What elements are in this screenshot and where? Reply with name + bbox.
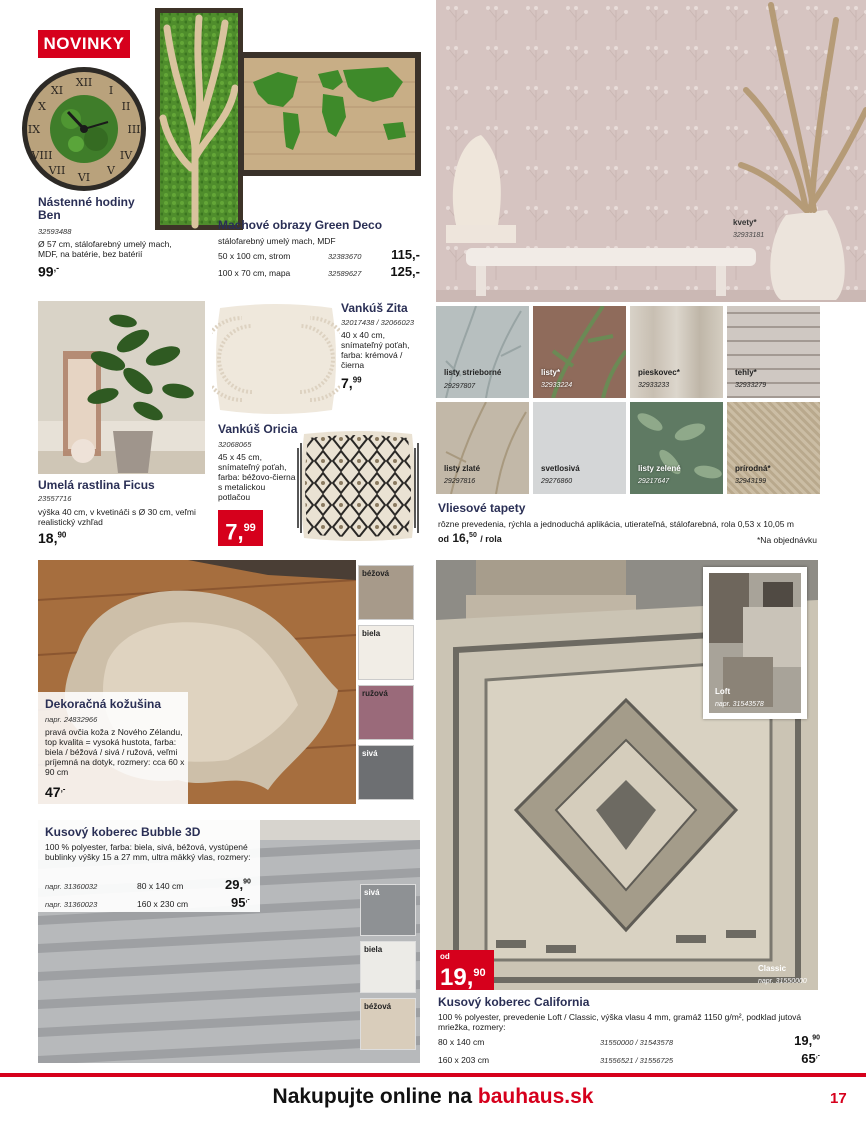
ficus-desc: výška 40 cm, v kvetináči s Ø 30 cm, veľmi realistický vzhľad (38, 507, 196, 527)
wallpaper-hero-code: 32933181 (733, 232, 765, 239)
vlies-note: *Na objednávku (757, 535, 818, 545)
moss-row-size: 100 x 70 cm, mapa (218, 268, 291, 278)
page-number: 17 (830, 1090, 847, 1107)
wallpaper-tile-label: listy* (541, 368, 561, 377)
wallpaper-tile (727, 402, 820, 494)
wallpaper-tile-label: pieskovec* (638, 368, 680, 377)
wallpaper-tile (436, 402, 529, 494)
moss-row-price: 125,- (390, 264, 420, 279)
wallpaper-tile-code: 32933233 (638, 382, 670, 389)
svg-text:I: I (108, 84, 114, 97)
wallpaper-tile-code: 29276860 (541, 478, 573, 485)
wallpaper-tile-label: listy zlaté (444, 464, 481, 473)
california-row-2 (438, 1053, 820, 1067)
svg-text:X: X (38, 100, 46, 113)
california-row-price: 65,- (801, 1051, 820, 1066)
clock-desc: Ø 57 cm, stálofarebný umelý mach, MDF, na batérie, bez batérií (38, 239, 172, 259)
oricia-code: 32068065 (218, 440, 252, 449)
bubble-swatch-label: sivá (364, 888, 380, 897)
wallpaper-tile-code: 29297816 (444, 478, 476, 485)
new-badge: NOVINKY (38, 30, 130, 58)
bubble-row-code: napr. 31360023 (45, 900, 98, 909)
bubble-row-size: 80 x 140 cm (137, 881, 184, 891)
wallpaper-tile-label: svetlosivá (541, 464, 580, 473)
bubble-swatch (360, 998, 416, 1050)
wallpaper-tile-code: 32933279 (735, 382, 767, 389)
vlies-title: Vliesové tapety (438, 501, 526, 515)
wallpaper-tile-label: listy zelené (638, 464, 681, 473)
wallpaper-tile (630, 306, 723, 398)
moss-row-price: 115,- (391, 247, 420, 262)
wallpaper-tile-code: 32933224 (541, 382, 573, 389)
moss-row-code: 32589627 (328, 269, 362, 278)
bubble-row-code: napr. 31360032 (45, 882, 98, 891)
ficus-code: 23557716 (38, 494, 72, 503)
loft-rug-image (703, 567, 807, 719)
svg-text:XI: XI (50, 84, 64, 97)
california-row-size: 160 x 203 cm (438, 1055, 490, 1065)
clock-price: 99,- (38, 263, 60, 280)
footer-link[interactable]: bauhaus.sk (477, 1085, 594, 1108)
bubble-title: Kusový koberec Bubble 3D (45, 825, 201, 839)
california-row-code: 31550000 / 31543578 (600, 1038, 673, 1047)
clock-title: Nástenné hodiny Ben (38, 195, 135, 222)
moss-desc: stálofarebný umelý mach, MDF (218, 236, 336, 246)
svg-text:VI: VI (77, 171, 91, 184)
svg-text:VII: VII (48, 164, 66, 177)
fur-code: napr. 24832966 (45, 715, 98, 724)
fur-swatches (358, 565, 414, 801)
california-desc: 100 % polyester, prevedenie Loft / Classic, výška vlasu 4 mm, gramáž 1150 g/m², podklad jutová mriežka, rozmery: (438, 1012, 802, 1032)
wallpaper-tile-label: prírodná* (735, 464, 771, 473)
wallpaper-hero-label: kvety* (733, 218, 757, 227)
oricia-desc: 45 x 45 cm, snímateľný poťah, farba: béžovo-čierna s metalickou potlačou (218, 452, 296, 502)
california-title: Kusový koberec California (438, 995, 590, 1009)
zita-desc: 40 x 40 cm, snímateľný poťah, farba: krémová / čierna (341, 330, 410, 370)
fur-title: Dekoračná kožušina (45, 697, 162, 711)
bubble-row-price: 29,90 (225, 877, 251, 892)
vlies-price: od 16,50 / rola (438, 531, 502, 545)
moss-row-1 (218, 249, 420, 263)
svg-text:IV: IV (119, 149, 133, 162)
wallpaper-tile (727, 306, 820, 398)
bubble-swatch (360, 884, 416, 936)
vlies-desc: rôzne prevedenia, rýchla a jednoduchá aplikácia, utierateľná, stálofarebná, rola 0,53 x 10,05 m (438, 519, 794, 529)
svg-text:II: II (121, 100, 131, 113)
california-row-size: 80 x 140 cm (438, 1037, 485, 1047)
moss-row-size: 50 x 100 cm, strom (218, 251, 291, 261)
wallpaper-tile (533, 402, 626, 494)
oricia-title: Vankúš Oricia (218, 422, 298, 436)
zita-pillow-image (212, 300, 340, 418)
svg-text:XII: XII (75, 76, 93, 89)
loft-label: Loft (715, 687, 731, 696)
wallpaper-tile-code: 29297807 (444, 383, 476, 390)
footer-cta (0, 1085, 866, 1109)
bubble-swatch-label: béžová (364, 1002, 392, 1011)
moss-row-2 (218, 266, 420, 280)
wallpaper-tile (630, 402, 723, 494)
loft-code: napr. 31543578 (715, 701, 764, 708)
bubble-swatch (360, 941, 416, 993)
moss-map-image (238, 52, 421, 176)
bubble-swatches (360, 884, 416, 1054)
moss-tree-image (155, 8, 243, 230)
fur-price: 47,- (45, 784, 66, 800)
moss-row-code: 32383670 (328, 252, 362, 261)
bubble-row-price: 95,- (231, 895, 250, 910)
zita-code: 32017438 / 32066023 (341, 318, 414, 327)
bubble-desc: 100 % polyester, farba: biela, sivá, béžová, vystúpené bublinky výšky 15 a 27 mm, ultra mäkký vlas, rozmery: (45, 842, 251, 862)
bubble-swatch-label: biela (364, 945, 383, 954)
wallpaper-tile-label: tehly* (735, 368, 757, 377)
clock-image (16, 64, 152, 194)
footer-text: Nakupujte online na (272, 1085, 473, 1108)
svg-text:III: III (127, 123, 141, 136)
oricia-pillow-image (296, 428, 420, 544)
svg-text:VIII: VIII (31, 149, 53, 162)
wallpaper-tile-code: 32943199 (735, 478, 767, 485)
clock-code: 32593488 (38, 227, 72, 236)
bubble-row-1 (45, 879, 255, 893)
fur-swatch-label: biela (362, 629, 381, 638)
california-price-badge: od 19,90 (436, 950, 494, 990)
svg-text:IX: IX (27, 123, 41, 136)
classic-label: Classic (758, 964, 787, 973)
wallpaper-tile (533, 306, 626, 398)
fur-swatch (358, 685, 414, 740)
svg-text:V: V (107, 164, 115, 177)
wallpaper-hero-image (436, 0, 866, 302)
california-row-price: 19,90 (794, 1033, 820, 1048)
fur-swatch (358, 565, 414, 620)
oricia-price-badge: 7,99 (218, 510, 263, 546)
fur-swatch-label: ružová (362, 689, 388, 698)
wallpaper-tile-code: 29217647 (638, 478, 670, 485)
moss-title: Machové obrazy Green Deco (218, 218, 383, 232)
fur-desc: pravá ovčia koža z Nového Zélandu, top kvalita = vysoká hustota, farba: biela / béžová / sivá / ružová, veľmi príjemná na dotyk, rozmery: cca 60 x 90 cm (45, 727, 185, 777)
ficus-image (38, 301, 205, 474)
zita-title: Vankúš Zita (341, 301, 408, 315)
footer-divider (0, 1073, 866, 1077)
fur-swatch-label: béžová (362, 569, 390, 578)
fur-swatch (358, 625, 414, 680)
ficus-price: 18,90 (38, 530, 67, 546)
california-row-code: 31556521 / 31556725 (600, 1056, 673, 1065)
fur-swatch (358, 745, 414, 800)
bubble-row-2 (45, 897, 255, 911)
bubble-row-size: 160 x 230 cm (137, 899, 189, 909)
ficus-title: Umelá rastlina Ficus (38, 478, 155, 492)
wallpaper-tile (436, 306, 529, 398)
classic-code: napr. 31550000 (758, 978, 807, 985)
california-row-1 (438, 1035, 820, 1049)
wallpaper-tile-label: listy strieborné (444, 368, 502, 377)
fur-swatch-label: sivá (362, 749, 378, 758)
zita-price: 7,99 (341, 375, 362, 391)
